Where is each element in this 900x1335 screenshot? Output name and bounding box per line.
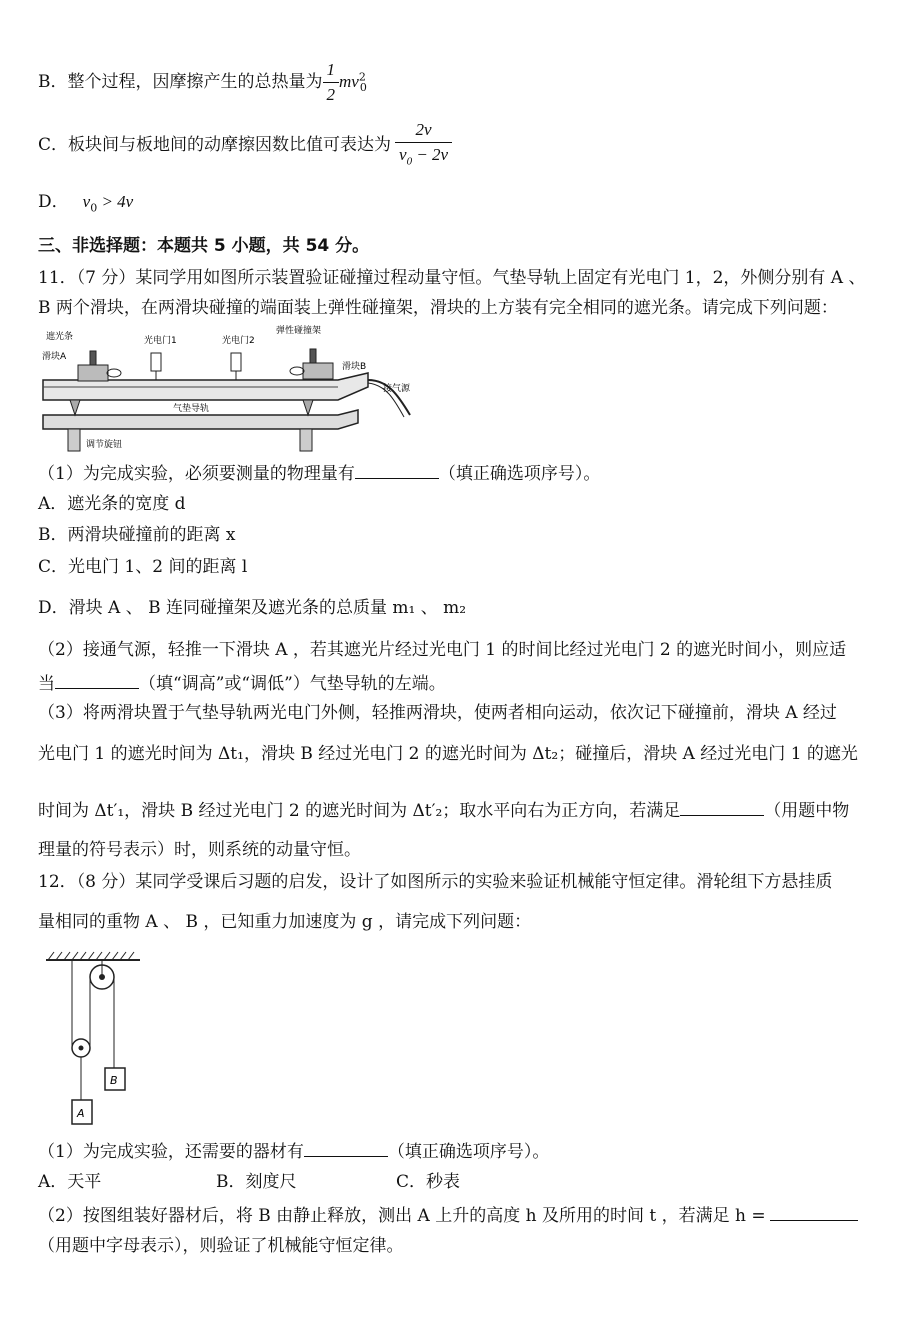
section-heading: 三、非选择题：本题共 5 小题，共 54 分。 (38, 236, 370, 256)
answer-blank[interactable] (680, 797, 764, 816)
label-air: 接气源 (383, 384, 411, 394)
air-track-figure (38, 325, 458, 455)
q12-stem-line2: 量相同的重物 A 、 B ，已知重力加速度为 g ，请完成下列问题： (38, 912, 532, 932)
label-gate1: 光电门1 (144, 336, 177, 346)
pulley-figure (44, 950, 144, 1130)
label-knob: 调节旋钮 (86, 440, 123, 450)
answer-blank[interactable] (304, 1138, 388, 1157)
q12-options: A．天平 B．刻度尺 C．秒表 (38, 1172, 461, 1192)
label-rail: 气垫导轨 (173, 404, 210, 414)
q11-p3-line1: （3）将两滑块置于气垫导轨两光电门外侧，轻推两滑块，使两者相向运动，依次记下碰撞前，滑块 A 经过 (38, 703, 837, 723)
q11-p3-line2: 光电门 1 的遮光时间为 Δt₁，滑块 B 经过光电门 2 的遮光时间为 Δt₂；碰撞后，滑块 A 经过光电门 1 的遮光 (38, 744, 858, 764)
svg-text:B: B (110, 1074, 118, 1087)
label-zhe: 遮光条 (46, 332, 74, 342)
answer-blank[interactable] (355, 460, 439, 479)
q11-p1: （1）为完成实验，必须要测量的物理量有 （填正确选项序号）。 (38, 460, 600, 486)
q11-stem-line1: 11．（7 分）某同学用如图所示装置验证碰撞过程动量守恒。气垫导轨上固定有光电门 1，2，外侧分别有 A 、 (38, 268, 866, 288)
q11-p2-line2: 当 （填“调高”或“调低”）气垫导轨的左端。 (38, 670, 446, 696)
q12-p2-line2: （用题中字母表示），则验证了机械能守恒定律。 (38, 1236, 404, 1256)
svg-text:A: A (77, 1107, 85, 1120)
q11-p1-option-d: D．滑块 A 、 B 连同碰撞架及遮光条的总质量 m₁ 、 m₂ (38, 598, 467, 618)
q12-p2-line1: （2）按图组装好器材后，将 B 由静止释放，测出 A 上升的高度 h 及所用的时间 t ，若满足 h = (38, 1202, 858, 1228)
q11-p2-line1: （2）接通气源，轻推一下滑块 A ，若其遮光片经过光电门 1 的时间比经过光电门 2 的遮光时间小，则应适 (38, 640, 847, 660)
q11-p1-option-b: B．两滑块碰撞前的距离 x (38, 525, 236, 545)
q11-p3-line3: 时间为 Δt′₁，滑块 B 经过光电门 2 的遮光时间为 Δt′₂；取水平向右为正方向，若满足 （用题中物 (38, 797, 849, 823)
answer-blank[interactable] (770, 1202, 858, 1221)
label-gate2: 光电门2 (222, 336, 255, 346)
option-c: C．板块间与板地间的动摩擦因数比值可表达为 $\frac{2v}{v_0 - 2v}$ (38, 118, 452, 173)
label-block-b: 滑块B (342, 362, 367, 372)
q11-stem-line2: B 两个滑块，在两滑块碰撞的端面装上弹性碰撞架，滑块的上方装有完全相同的遮光条。请完成下列问题： (38, 298, 838, 318)
label-bumper: 弹性碰撞架 (276, 326, 322, 336)
q12-stem-line1: 12．（8 分）某同学受课后习题的启发，设计了如图所示的实验来验证机械能守恒定律。滑轮组下方悬挂质 (38, 872, 833, 892)
option-d: D． $v_0 > 4v$ (38, 192, 134, 215)
fraction-friction-ratio: $\frac{2v}{v_0 - 2v}$ (395, 118, 452, 173)
label-block-a: 滑块A (42, 352, 67, 362)
answer-blank[interactable] (55, 670, 139, 689)
q12-p1: （1）为完成实验，还需要的器材有 （填正确选项序号）。 (38, 1138, 549, 1164)
q11-p1-option-c: C．光电门 1、2 间的距离 l (38, 557, 248, 577)
option-b: B．整个过程，因摩擦产生的总热量为 $\frac{1}{2}$ $mv^2_0$ (38, 58, 367, 107)
fraction-half: $\frac{1}{2}$ (323, 58, 340, 107)
q11-p3-line4: 理量的符号表示）时，则系统的动量守恒。 (38, 840, 361, 860)
q11-p1-option-a: A．遮光条的宽度 d (38, 494, 186, 514)
